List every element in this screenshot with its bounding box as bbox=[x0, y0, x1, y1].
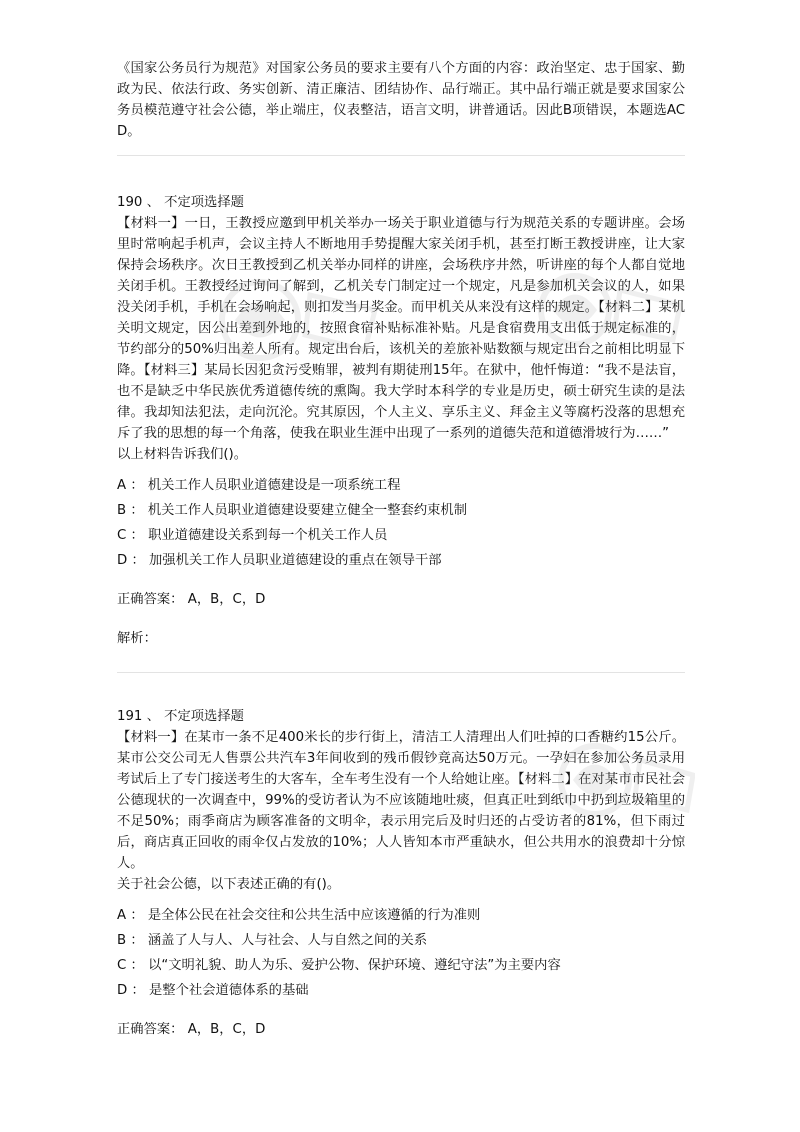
answer-value: A，B，C，D bbox=[187, 592, 266, 607]
correct-answer bbox=[117, 589, 685, 610]
prev-analysis-text: 《国家公务员行为规范》对国家公务员的要求主要有八个方面的内容：政治坚定、忠于国家、勤政为民、依法行政、务实创新、清正廉洁、团结协作、品行端正。其中品行端正就是要求国家公务员模范遵守社会公德，举止端庄，仪表整洁，语言文明，讲普通话。因此B项错误，本题选ACD。 bbox=[117, 61, 685, 139]
option-key: B bbox=[117, 503, 127, 518]
option-key: A bbox=[117, 478, 127, 493]
question-190 bbox=[117, 192, 685, 649]
option-key: D bbox=[117, 983, 128, 998]
option-text: 是整个社会道德体系的基础 bbox=[149, 983, 309, 998]
option-sep: ： bbox=[130, 528, 144, 543]
option-sep: ： bbox=[130, 908, 144, 923]
option-sep: ： bbox=[130, 958, 144, 973]
option-sep: ： bbox=[130, 933, 144, 948]
question-header bbox=[117, 706, 685, 727]
question-type: 不定项选择题 bbox=[164, 709, 244, 724]
option-c bbox=[117, 525, 685, 546]
option-text: 以“文明礼貌、助人为乐、爱护公物、保护环境、遵纪守法”为主要内容 bbox=[148, 958, 561, 973]
option-key: C bbox=[117, 958, 127, 973]
option-a bbox=[117, 475, 685, 496]
answer-label: 正确答案： bbox=[117, 592, 184, 607]
option-key: D bbox=[117, 553, 128, 568]
answer-value: A，B，C，D bbox=[187, 1022, 266, 1037]
answer-label: 正确答案： bbox=[117, 1022, 184, 1037]
question-separator: 、 bbox=[146, 709, 160, 724]
option-d bbox=[117, 980, 685, 1001]
question-stem: 【材料一】在某市一条不足400米长的步行街上，清洁工人清理出人们吐掉的口香糖约15公斤。某市公交公司无人售票公共汽车3年间收到的残币假钞竟高达50万元。一孕妇在参加公务员录用考试后上了专门接送考生的大客车，全车考生没有一个人给她让座。【材料二】在对某市市民社会公德现状的一次调查中，99%的受访者认为不应该随地吐痰，但真正吐到纸巾中扔到垃圾箱里的不足50%；雨季商店为顾客准备的文明伞，表示用完后及时归还的占受访者的81%，但下雨过后，商店真正回收的雨伞仅占发放的10%；人人皆知本市严重缺水，但公共用水的浪费却十分惊人。 bbox=[117, 730, 685, 871]
option-sep: ： bbox=[131, 983, 145, 998]
option-key: A bbox=[117, 908, 127, 923]
option-d bbox=[117, 550, 685, 571]
option-text: 加强机关工作人员职业道德建设的重点在领导干部 bbox=[149, 553, 442, 568]
question-number: 190 bbox=[117, 195, 143, 210]
option-b bbox=[117, 500, 685, 521]
question-prompt: 关于社会公德，以下表述正确的有()。 bbox=[117, 877, 341, 892]
question-type: 不定项选择题 bbox=[164, 195, 244, 210]
option-text: 是全体公民在社会交往和公共生活中应该遵循的行为准则 bbox=[147, 908, 481, 923]
question-191 bbox=[117, 706, 685, 1040]
option-a bbox=[117, 905, 685, 926]
question-number: 191 bbox=[117, 709, 143, 724]
option-sep: ： bbox=[131, 553, 145, 568]
question-header bbox=[117, 192, 685, 213]
document-page bbox=[117, 58, 685, 1040]
option-c bbox=[117, 955, 685, 976]
option-text: 机关工作人员职业道德建设是一项系统工程 bbox=[147, 478, 401, 493]
analysis-label: 解析： bbox=[117, 631, 157, 646]
option-list bbox=[117, 905, 685, 1001]
question-prompt: 以上材料告诉我们()。 bbox=[117, 447, 248, 462]
option-sep: ： bbox=[130, 478, 144, 493]
option-list bbox=[117, 475, 685, 571]
option-key: C bbox=[117, 528, 127, 543]
option-b bbox=[117, 930, 685, 951]
question-separator: 、 bbox=[146, 195, 160, 210]
option-text: 涵盖了人与人、人与社会、人与自然之间的关系 bbox=[147, 933, 428, 948]
correct-answer bbox=[117, 1019, 685, 1040]
question-stem: 【材料一】一日，王教授应邀到甲机关举办一场关于职业道德与行为规范关系的专题讲座。会场里时常响起手机声，会议主持人不断地用手势提醒大家关闭手机，甚至打断王教授讲座，让大家保持会场秩序。次日王教授到乙机关举办同样的讲座，会场秩序井然，听讲座的每个人都自觉地关闭手机。王教授经过询问了解到，乙机关专门制定过一个规定，凡是参加机关会议的人，如果没关闭手机，手机在会场响起，则扣发当月奖金。而甲机关从来没有这样的规定。【材料二】某机关明文规定，因公出差到外地的，按照食宿补贴标准补贴。凡是食宿费用支出低于规定标准的，节约部分的50%归出差人所有。规定出台后，该机关的差旅补贴数额与规定出台之前相比明显下降。【材料三】某局长因犯贪污受贿罪，被判有期徒刑15年。在狱中，他忏悔道：“我不是法盲，也不是缺乏中华民族优秀道德传统的熏陶。我大学时本科学的专业是历史，硕士研究生读的是法律。我却知法犯法，走向沉沦。究其原因，个人主义、享乐主义、拜金主义等腐朽没落的思想充斥了我的思想的每一个角落，使我在职业生涯中出现了一系列的道德失范和道德滑坡行为……” bbox=[117, 216, 685, 441]
option-key: B bbox=[117, 933, 127, 948]
option-text: 机关工作人员职业道德建设要建立健全一整套约束机制 bbox=[147, 503, 468, 518]
option-text: 职业道德建设关系到每一个机关工作人员 bbox=[148, 528, 388, 543]
option-sep: ： bbox=[130, 503, 144, 518]
